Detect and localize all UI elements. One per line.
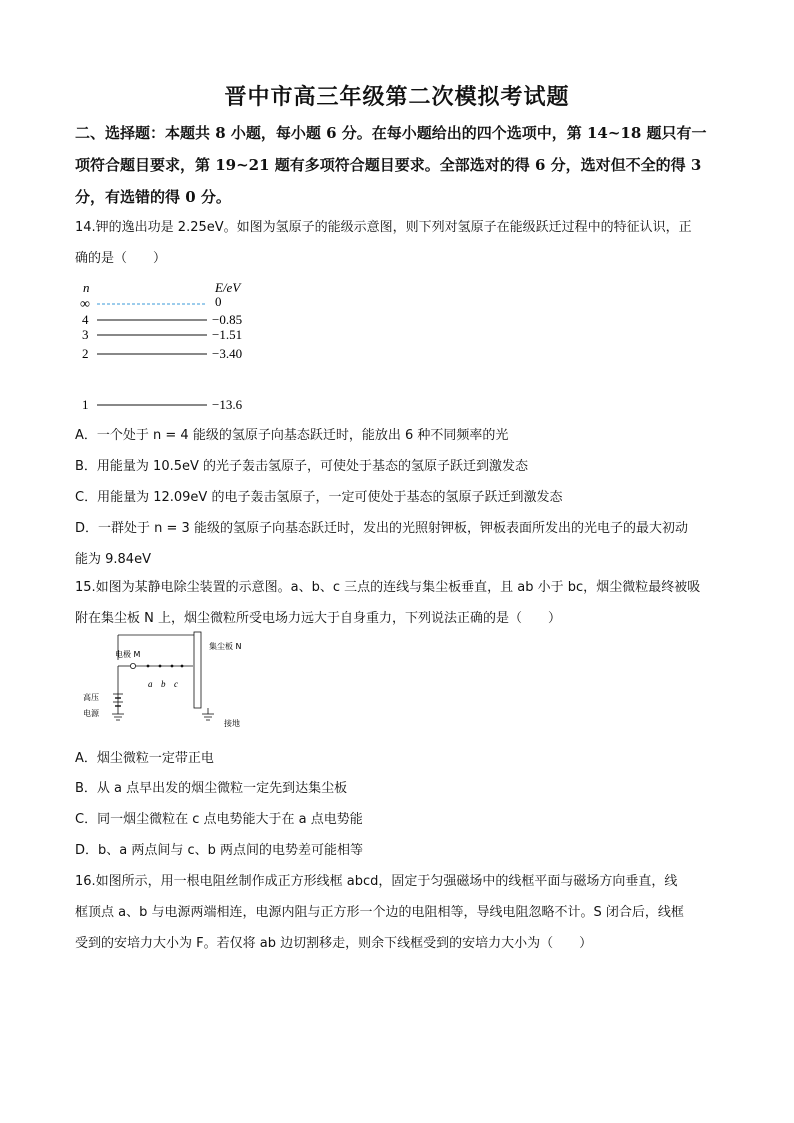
level-energy-infinity: 0 bbox=[215, 294, 222, 309]
q14-option-d-line: 能为 9.84eV bbox=[75, 552, 151, 567]
electrode-label: 电极 M bbox=[115, 650, 141, 659]
q16-stem-line: 受到的安培力大小为 F。若仅将 ab 边切割移走，则余下线框受到的安培力大小为（ ） bbox=[75, 936, 593, 951]
q14-option-c: C．用能量为 12.09eV 的电子轰击氢原子，一定可使处于基态的氢原子跃迁到激发态 bbox=[75, 490, 563, 505]
hv-label-2: 电源 bbox=[83, 709, 99, 718]
level-energy-4: −0.85 bbox=[212, 312, 243, 327]
level-n-infinity: ∞ bbox=[80, 297, 90, 312]
q15-option-c: C．同一烟尘微粒在 c 点电势能大于在 a 点电势能 bbox=[75, 812, 363, 827]
q16-stem-line: 框顶点 a、b 与电源两端相连，电源内阻与正方形一个边的电阻相等，导线电阻忽略不计。S 闭合后，线框 bbox=[75, 905, 684, 920]
level-n-4: 4 bbox=[82, 312, 89, 327]
charge-dot bbox=[171, 665, 174, 668]
q14-stem bbox=[75, 212, 725, 274]
q15-stem-line: 附在集尘板 N 上，烟尘微粒所受电场力远大于自身重力，下列说法正确的是（ ） bbox=[75, 611, 561, 626]
level-energy-1: −13.6 bbox=[212, 397, 243, 412]
q14-stem-line: 14.钾的逸出功是 2.25eV。如图为氢原子的能级示意图，则下列对氢原子在能级跃迁过程中的特征认识，正 bbox=[75, 220, 692, 235]
instruction-line: 项符合题目要求，第 19~21 题有多项符合题目要求。全部选对的得 6 分，选对但不全的得 3 bbox=[75, 156, 702, 174]
collector-plate-n bbox=[194, 632, 201, 708]
q15-option-d: D．b、a 两点间与 c、b 两点间的电势差可能相等 bbox=[75, 843, 364, 858]
electrode-m-terminal bbox=[130, 663, 135, 668]
q16-stem bbox=[75, 866, 725, 959]
instruction-line: 分，有选错的得 0 分。 bbox=[75, 188, 231, 206]
page-title: 晋中市高三年级第二次模拟考试题 bbox=[224, 84, 570, 110]
energy-level-diagram bbox=[75, 278, 275, 416]
point-b-label: b bbox=[161, 679, 166, 689]
q16-stem-line: 16.如图所示，用一根电阻丝制作成正方形线框 abcd，固定于匀强磁场中的线框平面与磁场方向垂直，线 bbox=[75, 874, 678, 889]
charge-dot bbox=[181, 665, 184, 668]
q15-option-b: B．从 a 点早出发的烟尘微粒一定先到达集尘板 bbox=[75, 781, 348, 796]
q14-option-a: A．一个处于 n = 4 能级的氢原子向基态跃迁时，能放出 6 种不同频率的光 bbox=[75, 428, 509, 443]
point-c-label: c bbox=[174, 679, 178, 689]
charge-dot bbox=[147, 665, 150, 668]
electrostatic-precipitator-diagram bbox=[78, 630, 268, 732]
ground-label: 接地 bbox=[224, 719, 240, 728]
level-energy-2: −3.40 bbox=[212, 346, 243, 361]
level-n-2: 2 bbox=[82, 346, 89, 361]
collector-plate-label: 集尘板 N bbox=[209, 642, 242, 651]
point-a-label: a bbox=[148, 679, 153, 689]
instruction-line: 二、选择题：本题共 8 小题，每小题 6 分。在每小题给出的四个选项中，第 14~18 题只有一 bbox=[75, 124, 707, 142]
charge-dot bbox=[159, 665, 162, 668]
level-energy-3: −1.51 bbox=[212, 327, 243, 342]
energy-axis-label: E/eV bbox=[215, 280, 241, 295]
q14-stem-line: 确的是（ ） bbox=[75, 251, 167, 266]
section-instructions bbox=[75, 117, 725, 213]
n-axis-label: n bbox=[83, 280, 90, 295]
q14-option-d bbox=[75, 513, 725, 575]
level-n-1: 1 bbox=[82, 397, 89, 412]
hv-label-1: 高压 bbox=[83, 693, 99, 702]
level-n-3: 3 bbox=[82, 327, 89, 342]
q14-option-d-line: D．一群处于 n = 3 能级的氢原子向基态跃迁时，发出的光照射钾板，钾板表面所发出的光电子的最大初动 bbox=[75, 521, 688, 536]
q15-stem bbox=[75, 572, 725, 634]
q14-option-b: B．用能量为 10.5eV 的光子轰击氢原子，可使处于基态的氢原子跃迁到激发态 bbox=[75, 459, 529, 474]
q15-stem-line: 15.如图为某静电除尘装置的示意图。a、b、c 三点的连线与集尘板垂直，且 ab 小于 bc，烟尘微粒最终被吸 bbox=[75, 580, 701, 595]
q15-option-a: A．烟尘微粒一定带正电 bbox=[75, 751, 214, 766]
